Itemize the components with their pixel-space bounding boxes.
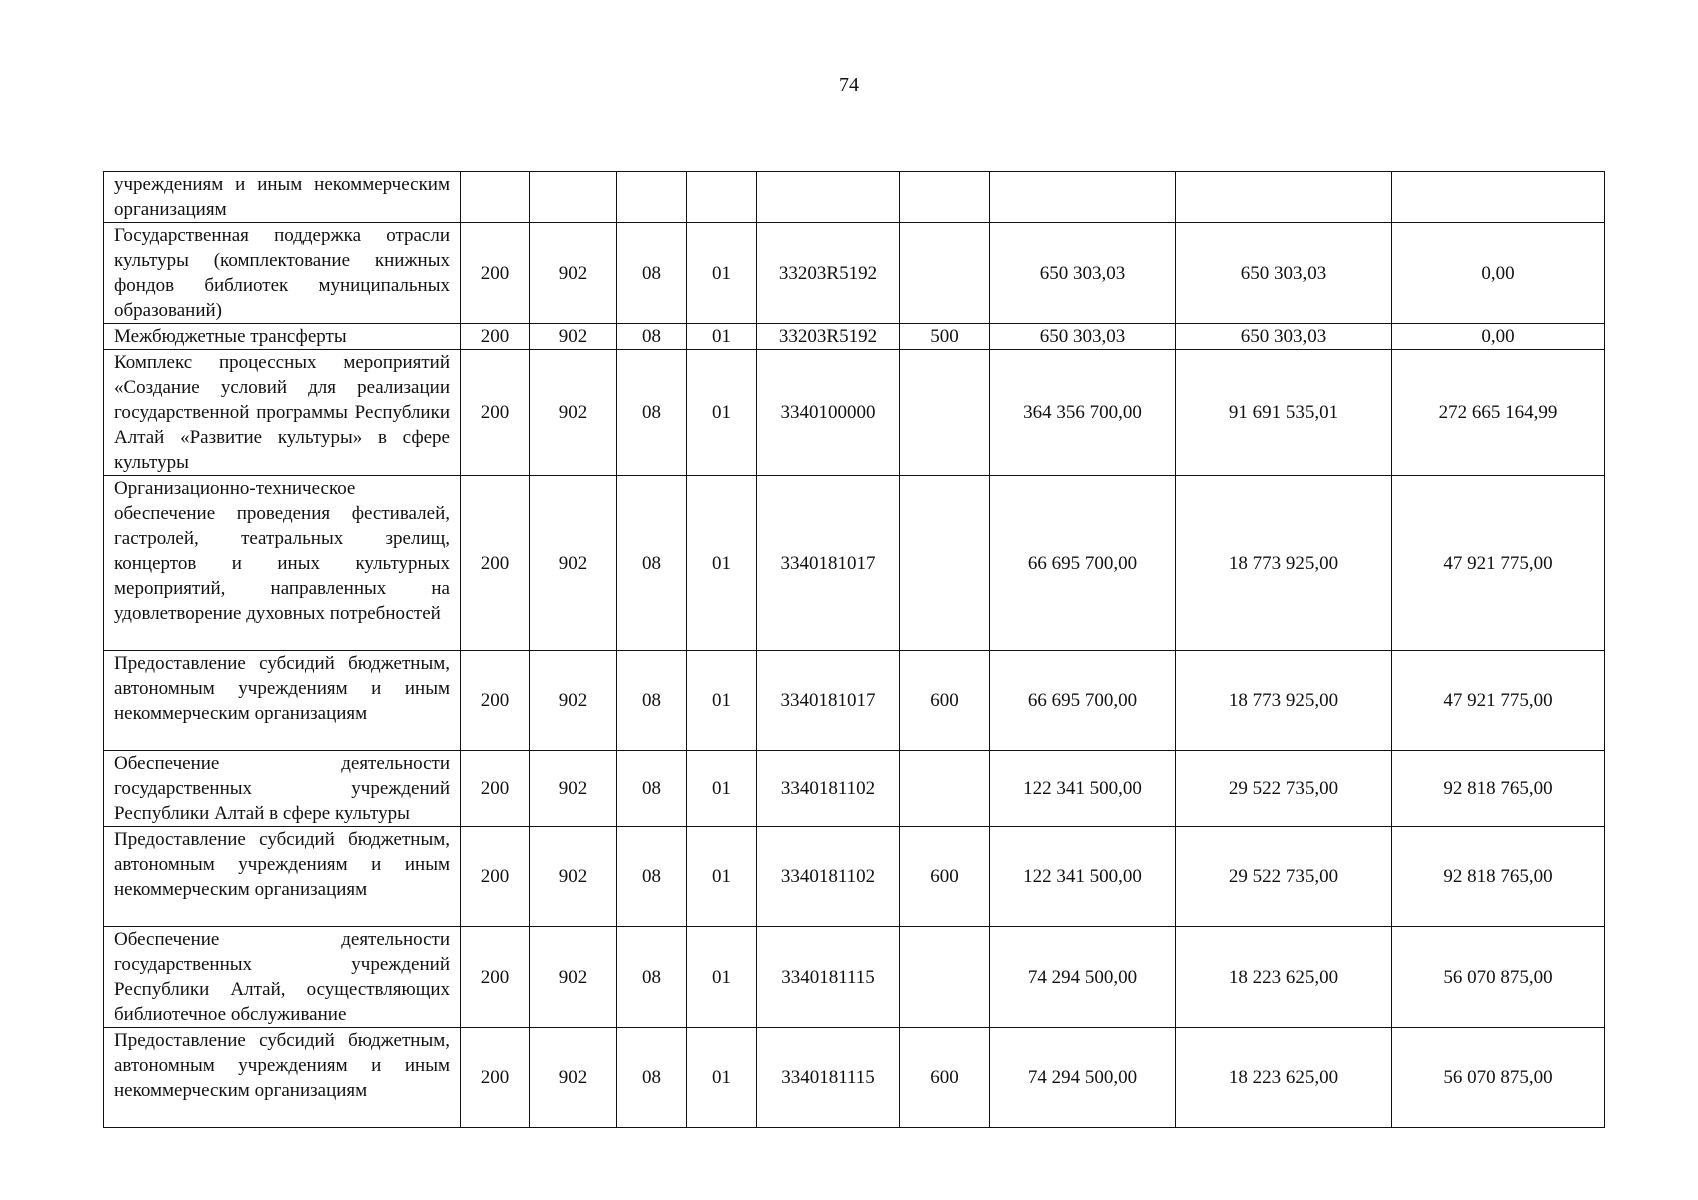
row-name: Межбюджетные трансферты [104,324,461,350]
code-cell: 01 [687,827,757,927]
row-name: Предоставление субсидий бюджетным, автономным учреждениям и иным некоммерческим организациям [104,1028,461,1128]
code-cell [617,172,687,223]
table-row [104,827,1605,927]
code-cell: 200 [461,324,530,350]
table-row [104,350,1605,476]
amount-cell: 74 294 500,00 [990,1028,1176,1128]
amount-cell: 66 695 700,00 [990,651,1176,751]
budget-table [103,171,1605,1128]
table-body [104,172,1605,1128]
table-row [104,223,1605,324]
code-cell: 200 [461,751,530,827]
amount-cell: 650 303,03 [990,324,1176,350]
amount-cell: 650 303,03 [1176,324,1392,350]
code-cell: 600 [900,651,990,751]
row-name: учреждениям и иным некоммерческим организациям [104,172,461,223]
amount-cell: 364 356 700,00 [990,350,1176,476]
amount-cell: 56 070 875,00 [1392,1028,1605,1128]
code-cell [900,927,990,1028]
amount-cell: 650 303,03 [990,223,1176,324]
row-name: Обеспечение деятельности государственных учреждений Республики Алтай, осуществляющих библиотечное обслуживание [104,927,461,1028]
amount-cell: 92 818 765,00 [1392,827,1605,927]
amount-cell: 74 294 500,00 [990,927,1176,1028]
code-cell [530,172,617,223]
code-cell: 08 [617,651,687,751]
code-cell [900,172,990,223]
code-cell: 902 [530,651,617,751]
amount-cell [1392,172,1605,223]
amount-cell: 272 665 164,99 [1392,350,1605,476]
code-cell [900,223,990,324]
code-cell: 08 [617,324,687,350]
code-cell: 01 [687,324,757,350]
code-cell: 01 [687,350,757,476]
code-cell: 33203R5192 [757,324,900,350]
row-name: Предоставление субсидий бюджетным, автономным учреждениям и иным некоммерческим организациям [104,651,461,751]
code-cell: 200 [461,927,530,1028]
table-row [104,651,1605,751]
amount-cell: 18 223 625,00 [1176,927,1392,1028]
code-cell: 01 [687,651,757,751]
row-name: Организационно-техническое обеспечение проведения фестивалей, гастролей, театральных зрелищ, концертов и иных культурных мероприятий, направленных на удовлетворение духовных потребностей [104,476,461,651]
code-cell: 33203R5192 [757,223,900,324]
code-cell: 01 [687,476,757,651]
code-cell: 500 [900,324,990,350]
code-cell: 3340181102 [757,751,900,827]
row-name: Государственная поддержка отрасли культуры (комплектование книжных фондов библиотек муниципальных образований) [104,223,461,324]
code-cell: 200 [461,651,530,751]
amount-cell: 91 691 535,01 [1176,350,1392,476]
code-cell: 3340100000 [757,350,900,476]
amount-cell: 29 522 735,00 [1176,751,1392,827]
table-row [104,751,1605,827]
code-cell: 3340181017 [757,651,900,751]
amount-cell: 47 921 775,00 [1392,476,1605,651]
code-cell [461,172,530,223]
amount-cell: 122 341 500,00 [990,751,1176,827]
amount-cell: 650 303,03 [1176,223,1392,324]
code-cell: 902 [530,1028,617,1128]
code-cell: 08 [617,476,687,651]
amount-cell: 18 773 925,00 [1176,476,1392,651]
code-cell: 902 [530,751,617,827]
table-row [104,476,1605,651]
code-cell: 3340181115 [757,927,900,1028]
code-cell: 01 [687,927,757,1028]
code-cell: 200 [461,1028,530,1128]
code-cell [757,172,900,223]
page-number: 74 [839,74,859,96]
amount-cell: 66 695 700,00 [990,476,1176,651]
amount-cell: 122 341 500,00 [990,827,1176,927]
code-cell: 3340181017 [757,476,900,651]
code-cell: 902 [530,324,617,350]
row-name: Комплекс процессных мероприятий «Создание условий для реализации государственной программы Республики Алтай «Развитие культуры» в сфере культуры [104,350,461,476]
code-cell: 01 [687,1028,757,1128]
amount-cell [1176,172,1392,223]
code-cell: 200 [461,476,530,651]
amount-cell: 47 921 775,00 [1392,651,1605,751]
amount-cell: 29 522 735,00 [1176,827,1392,927]
code-cell [900,476,990,651]
code-cell [900,751,990,827]
amount-cell: 56 070 875,00 [1392,927,1605,1028]
amount-cell: 0,00 [1392,223,1605,324]
code-cell: 3340181102 [757,827,900,927]
code-cell: 01 [687,751,757,827]
table-row [104,324,1605,350]
table-row [104,1028,1605,1128]
code-cell: 08 [617,827,687,927]
code-cell: 902 [530,827,617,927]
row-name: Предоставление субсидий бюджетным, автономным учреждениям и иным некоммерческим организациям [104,827,461,927]
amount-cell [990,172,1176,223]
code-cell [900,350,990,476]
code-cell: 902 [530,223,617,324]
code-cell: 902 [530,927,617,1028]
code-cell: 08 [617,927,687,1028]
code-cell: 600 [900,1028,990,1128]
code-cell: 08 [617,223,687,324]
amount-cell: 18 773 925,00 [1176,651,1392,751]
table-row [104,927,1605,1028]
amount-cell: 92 818 765,00 [1392,751,1605,827]
code-cell: 902 [530,350,617,476]
code-cell: 902 [530,476,617,651]
row-name: Обеспечение деятельности государственных учреждений Республики Алтай в сфере культуры [104,751,461,827]
code-cell: 08 [617,751,687,827]
code-cell: 200 [461,223,530,324]
code-cell [687,172,757,223]
amount-cell: 18 223 625,00 [1176,1028,1392,1128]
code-cell: 08 [617,1028,687,1128]
code-cell: 01 [687,223,757,324]
code-cell: 600 [900,827,990,927]
amount-cell: 0,00 [1392,324,1605,350]
code-cell: 200 [461,350,530,476]
code-cell: 3340181115 [757,1028,900,1128]
table-row [104,172,1605,223]
code-cell: 08 [617,350,687,476]
code-cell: 200 [461,827,530,927]
